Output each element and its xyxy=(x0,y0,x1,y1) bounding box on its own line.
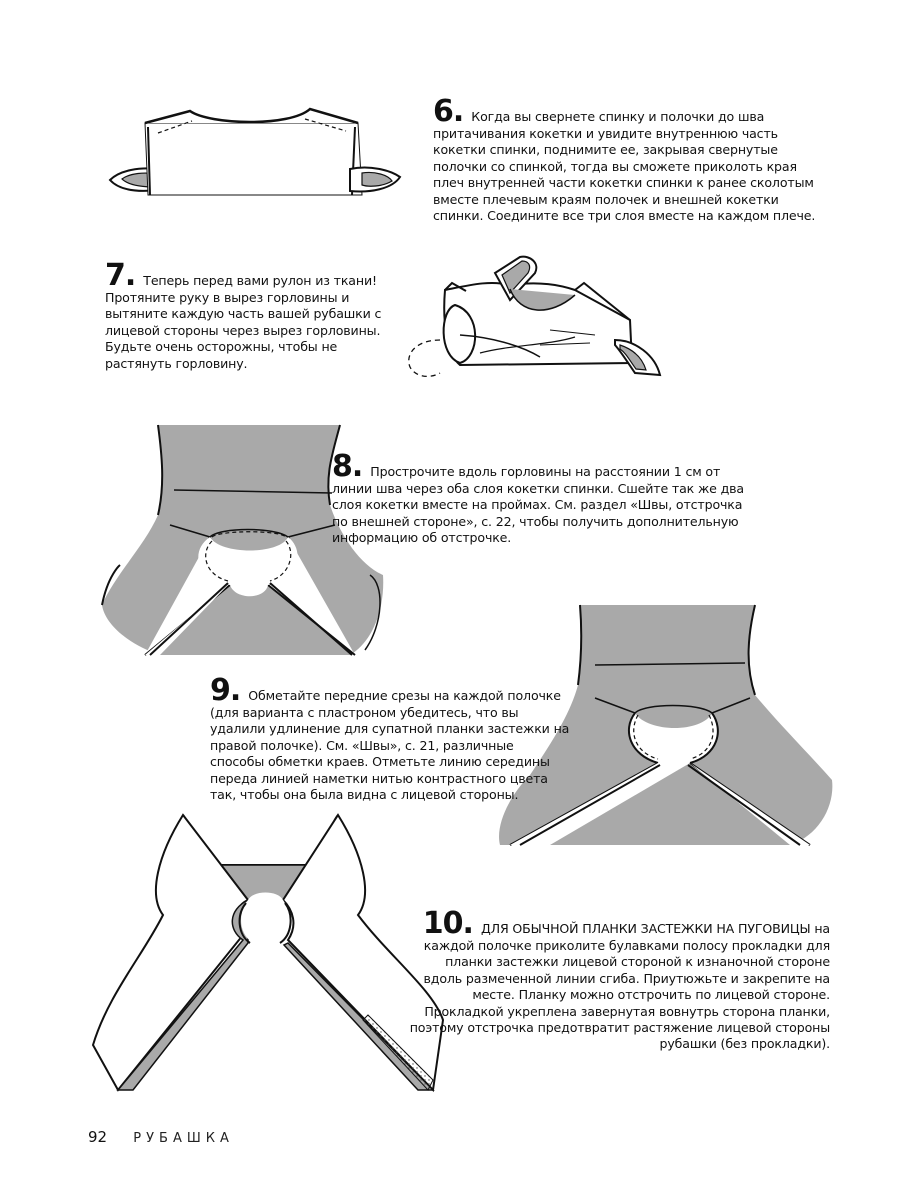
step-9-number: 9. xyxy=(210,673,241,708)
step-9 xyxy=(210,673,570,803)
step-6 xyxy=(433,94,818,224)
figure-step-7 xyxy=(400,245,670,390)
step-10 xyxy=(405,906,830,1053)
page-number: 92 xyxy=(88,1128,108,1146)
figure-step-10 xyxy=(88,815,448,1100)
step-7 xyxy=(105,258,395,372)
page-footer xyxy=(88,1128,234,1146)
step-10-text: на каждой полочке приколите булавками полосу прокладки для планки застежки лицевой стороной к изнаночной стороне вдоль размеченной линии сгиба. Приутюжьте и закрепите на месте. Планку можно отстрочить по лицевой стороне. Прокладкой укреплена завернутая вовнутрь сторона планки, поэтому отстрочка предотвратит растяжение лицевой стороны рубашки (без прокладки). xyxy=(409,921,830,1052)
step-7-text: Теперь перед вами рулон из ткани! Протяните руку в вырез горловины и вытяните каждую часть вашей рубашки с лицевой стороны через вырез горловины. Будьте очень осторожны, чтобы не растянуть горловину. xyxy=(105,273,382,371)
step-6-text: Когда вы свернете спинку и полочки до шва притачивания кокетки и увидите внутреннюю часть кокетки спинки, поднимите ее, закрывая свернутые полочки со спинкой, тогда вы сможете приколоть края плеч внутренней части кокетки спинки к ранее сколотым вместе плечевым краям полочек и внешней кокетки спинки. Соедините все три слоя вместе на каждом плече. xyxy=(433,109,816,224)
step-6-number: 6. xyxy=(433,94,464,129)
step-10-number: 10. xyxy=(422,906,473,941)
figure-step-6 xyxy=(100,95,420,215)
step-8 xyxy=(332,449,747,547)
step-8-text: Прострочите вдоль горловины на расстоянии 1 см от линии шва через оба слоя кокетки спинки. Сшейте так же два слоя кокетки вместе на проймах. См. раздел «Швы, отстрочка по внешней стороне», с. 22, чтобы получить дополнительную информацию об отстрочке. xyxy=(332,464,745,546)
step-10-lead: ДЛЯ ОБЫЧНОЙ ПЛАНКИ ЗАСТЕЖКИ НА ПУГОВИЦЫ xyxy=(480,921,811,936)
step-9-text: Обметайте передние срезы на каждой полочке (для варианта с пластроном убедитесь, что вы удалили удлинение для супатной планки застежки на правой полочке). См. «Швы», с. 21, различные способы обметки краев. Отметьте линию середины переда линией наметки нитью контрастного цвета так, чтобы она была видна с лицевой стороны. xyxy=(210,688,570,803)
step-7-number: 7. xyxy=(105,258,136,293)
section-title: РУБАШКА xyxy=(133,1131,234,1146)
step-8-number: 8. xyxy=(332,449,363,484)
